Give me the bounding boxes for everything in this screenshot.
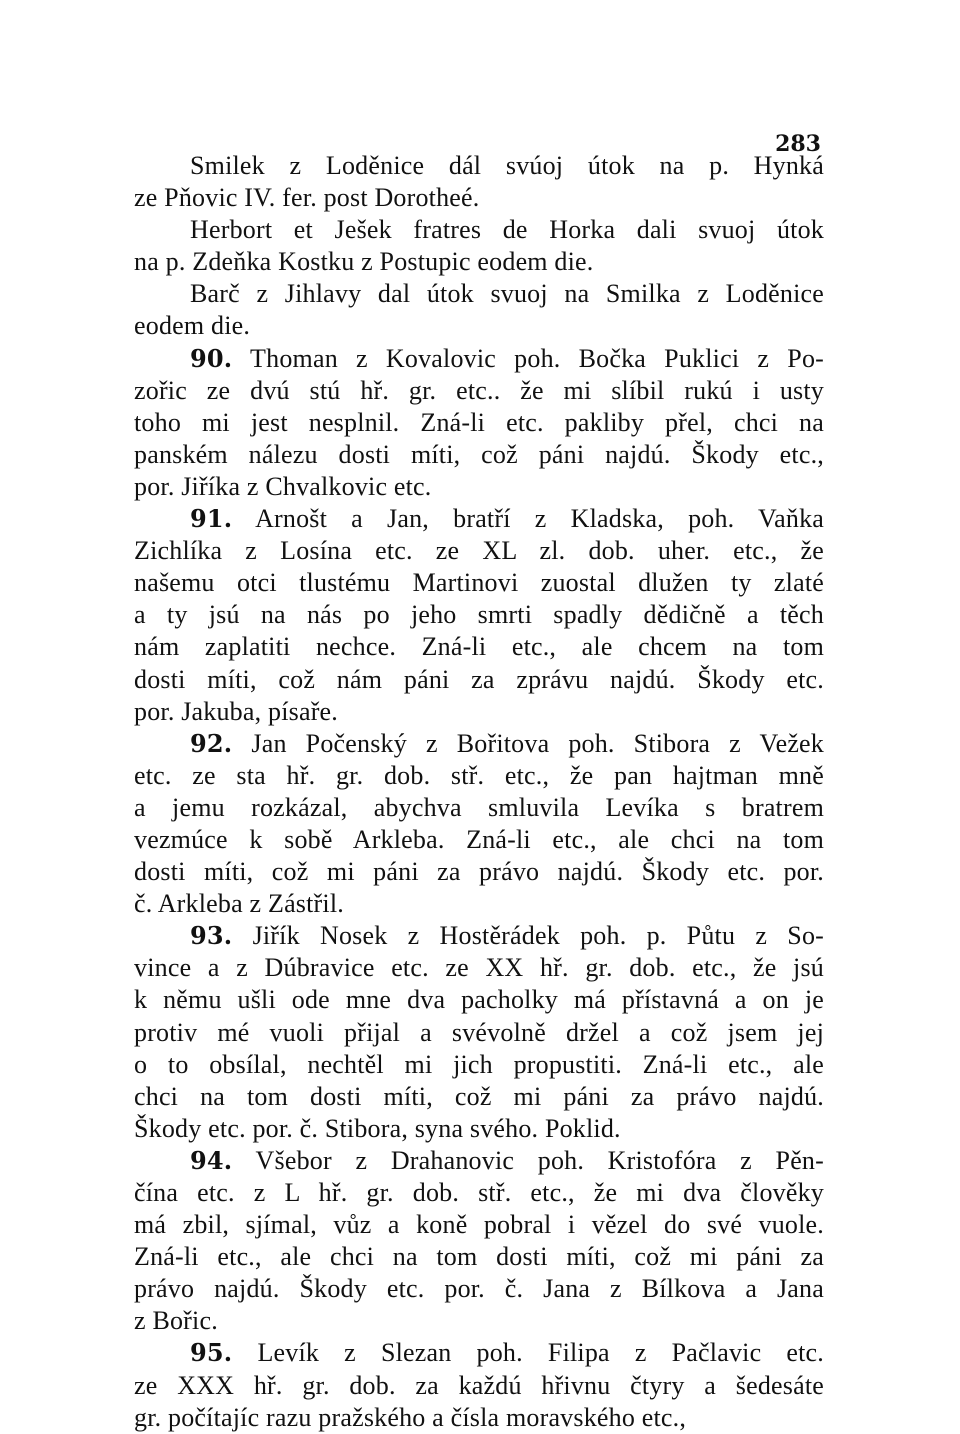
text-line: [134, 760, 824, 792]
line-text: vince a z Dúbravice etc. ze XX hř. gr. dob. etc., že jsú: [134, 953, 824, 983]
page-text: [134, 150, 824, 1434]
line-text: Zichlíka z Losína etc. ze XL zl. dob. uher. etc., že: [134, 536, 824, 566]
line-text: panském nálezu dosti míti, což páni najdú. Škody etc.,: [134, 439, 824, 469]
line-text: por. Jiříka z Chvalkovic etc.: [134, 471, 432, 501]
text-line: [134, 984, 824, 1016]
line-text: ze Pňovic IV. fer. post Dorotheé.: [134, 183, 480, 213]
entry-e95: [134, 1337, 824, 1433]
text-line: [134, 503, 824, 535]
line-text: z Bořic.: [134, 1306, 218, 1336]
text-line: [134, 471, 824, 503]
entry-herbort: [134, 214, 824, 278]
text-line: [134, 246, 824, 278]
text-line: [134, 631, 824, 663]
text-line: [134, 1145, 824, 1177]
entry-number: 95.: [190, 1338, 233, 1368]
text-line: [134, 1402, 824, 1434]
line-text: Arnošt a Jan, bratří z Kladska, poh. Vaňka: [255, 504, 825, 534]
text-line: [134, 1241, 824, 1273]
line-text: gr. počítajíc razu pražského a čísla moravského etc.,: [134, 1402, 687, 1432]
text-line: [134, 439, 824, 471]
entry-number: 93.: [190, 921, 233, 951]
text-line: [134, 599, 824, 631]
line-text: Všebor z Drahanovic poh. Kristofóra z Pěn-: [255, 1145, 824, 1175]
text-line: [134, 407, 824, 439]
line-text: Zná-li etc., ale chci na tom dosti míti, což mi páni za: [134, 1242, 824, 1272]
entry-number: 90.: [190, 343, 233, 373]
line-text: a jemu rozkázal, abychva smluvila Levíka s bratrem: [134, 792, 824, 822]
text-line: [134, 856, 824, 888]
entry-number: 91.: [190, 504, 233, 534]
text-line: [134, 888, 824, 920]
line-text: o to obsílal, nechtěl mi jich propustiti. Zná-li etc., ale: [134, 1049, 824, 1079]
entry-e93: [134, 920, 824, 1145]
text-line: [134, 1017, 824, 1049]
line-text: Barč z Jihlavy dal útok svuoj na Smilka z Loděnice: [190, 279, 824, 309]
line-text: a ty jsú na nás po jeho smrti spadly dědičně a těch: [134, 600, 824, 630]
line-text: chci na tom dosti míti, což mi páni za právo najdú.: [134, 1081, 824, 1111]
line-text: protiv mé vuoli přijal a svévolně držel a což jsem jej: [134, 1017, 824, 1047]
line-text: Smilek z Loděnice dál svúoj útok na p. Hynká: [190, 151, 824, 180]
line-text: dosti míti, což nám páni za zprávu najdú. Škody etc.: [134, 664, 824, 694]
text-line: [134, 920, 824, 952]
line-text: má zbil, sjímal, vůz a koně pobral i vězel do své vuole.: [134, 1210, 824, 1240]
entry-e94: [134, 1145, 824, 1338]
text-line: [134, 1337, 824, 1369]
line-text: právo najdú. Škody etc. por. č. Jana z Bílkova a Jana: [134, 1274, 824, 1304]
line-text: etc. ze sta hř. gr. dob. stř. etc., že pan hajtman mně: [134, 760, 824, 790]
line-text: na p. Zdeňka Kostku z Postupic eodem die.: [134, 247, 594, 277]
line-text: vezmúce k sobě Arkleba. Zná-li etc., ale chci na tom: [134, 824, 824, 854]
text-line: [134, 535, 824, 567]
text-line: [134, 696, 824, 728]
text-line: [134, 182, 824, 214]
line-text: Škody etc. por. č. Stibora, syna svého. Poklid.: [134, 1113, 621, 1143]
text-line: [134, 1273, 824, 1305]
text-line: [134, 150, 824, 182]
line-text: nám zaplatiti nechce. Zná-li etc., ale chcem na tom: [134, 632, 824, 662]
line-text: por. Jakuba, písaře.: [134, 696, 339, 726]
text-line: [134, 728, 824, 760]
text-line: [134, 278, 824, 310]
entry-e90: [134, 343, 824, 503]
line-text: toho mi jest nesplnil. Zná-li etc. pakliby přel, chci na: [134, 407, 824, 437]
entry-smilek: [134, 150, 824, 214]
line-text: Jiřík Nosek z Hostěrádek poh. p. Půtu z So-: [252, 921, 825, 951]
entry-e92: [134, 728, 824, 921]
line-text: eodem die.: [134, 311, 251, 341]
line-text: zořic ze dvú stú hř. gr. etc.. že mi slíbil rukú i usty: [134, 375, 824, 405]
text-line: [134, 214, 824, 246]
page-number: 283: [775, 131, 821, 157]
text-line: [134, 310, 824, 342]
text-line: [134, 792, 824, 824]
line-text: Herbort et Ješek fratres de Horka dali svuoj útok: [190, 215, 824, 245]
line-text: Thoman z Kovalovic poh. Bočka Puklici z Po-: [250, 343, 825, 373]
line-text: čína etc. z L hř. gr. dob. stř. etc., že mi dva člověky: [134, 1178, 824, 1207]
text-line: [134, 343, 824, 375]
entry-e91: [134, 503, 824, 728]
text-line: [134, 1049, 824, 1081]
line-text: dosti míti, což mi páni za právo najdú. Škody etc. por.: [134, 857, 824, 887]
line-text: našemu otci tlustému Martinovi zuostal dlužen ty zlaté: [134, 568, 824, 598]
entry-number: 94.: [190, 1145, 233, 1175]
text-line: [134, 1081, 824, 1113]
text-line: [134, 1305, 824, 1337]
text-line: [134, 1209, 824, 1241]
line-text: Levík z Slezan poh. Filipa z Pačlavic etc.: [257, 1338, 824, 1368]
line-text: Jan Počenský z Bořitova poh. Stibora z Vežek: [251, 728, 824, 758]
text-line: [134, 1370, 824, 1402]
text-line: [134, 824, 824, 856]
line-text: č. Arkleba z Zástřil.: [134, 889, 344, 919]
text-line: [134, 375, 824, 407]
entry-barc: [134, 278, 824, 342]
text-line: [134, 664, 824, 696]
text-line: [134, 567, 824, 599]
text-line: [134, 1113, 824, 1145]
line-text: ze XXX hř. gr. dob. za každú hřivnu čtyry a šedesáte: [134, 1370, 824, 1400]
text-line: [134, 952, 824, 984]
text-line: [134, 1177, 824, 1209]
entry-number: 92.: [190, 728, 233, 758]
line-text: k němu ušli ode mne dva pacholky má přístavná a on je: [134, 985, 824, 1015]
